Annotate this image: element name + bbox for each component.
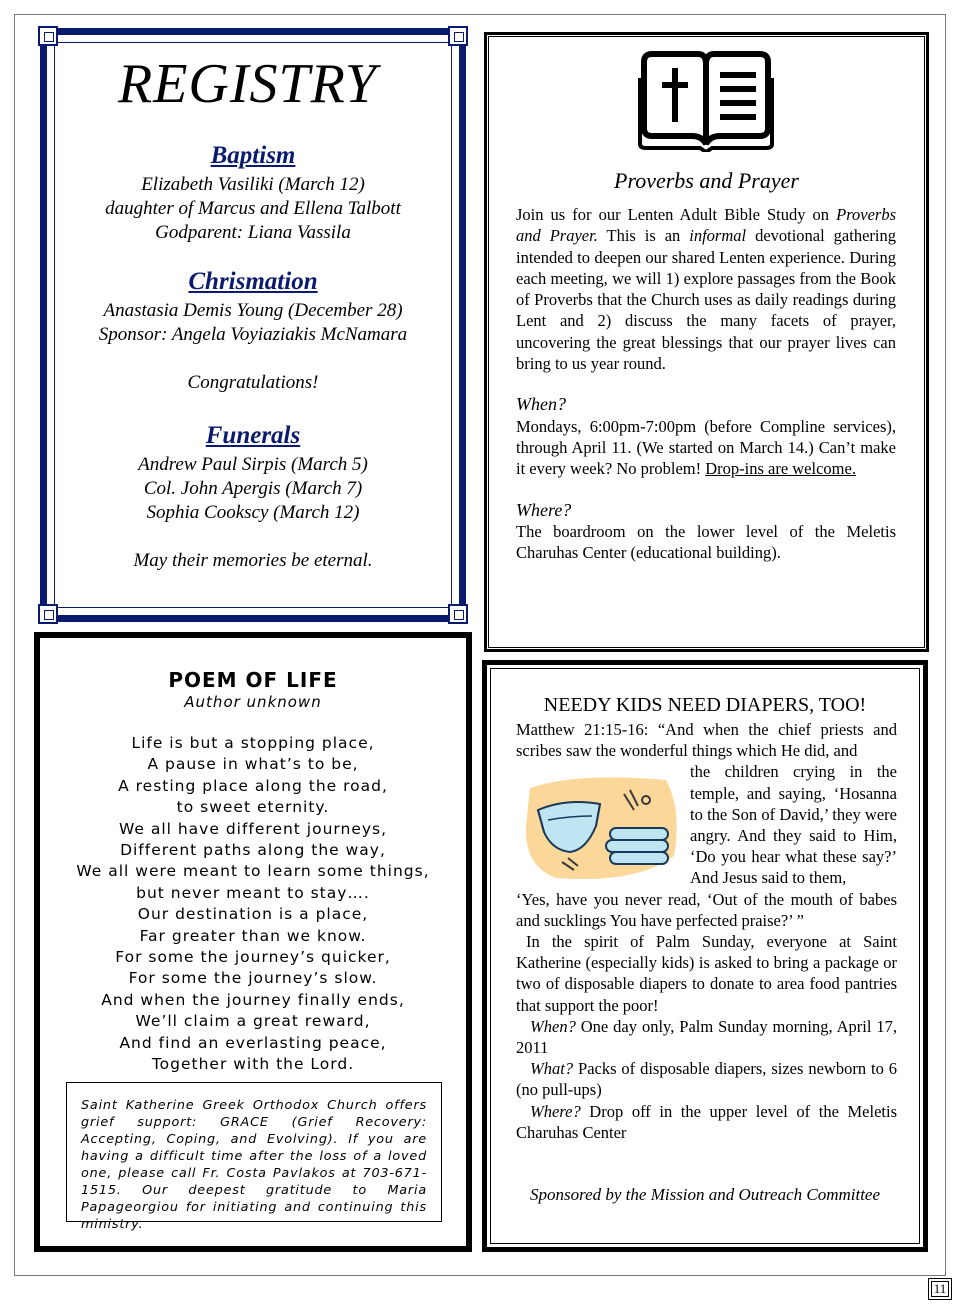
corner-ornament bbox=[448, 604, 468, 624]
where-text: The boardroom on the lower level of the Meletis Charuhas Center (educational building). bbox=[516, 521, 896, 563]
funeral-line: Col. John Apergis (March 7) bbox=[143, 478, 363, 499]
poem-line: And when the journey finally ends, bbox=[101, 990, 405, 1009]
bible-icon bbox=[636, 48, 776, 152]
funeral-line: Andrew Paul Sirpis (March 5) bbox=[138, 454, 368, 475]
what-detail: Packs of disposable diapers, sizes newborn to 6 (no pull-ups) bbox=[516, 1059, 897, 1100]
poem-line: Together with the Lord. bbox=[151, 1055, 355, 1074]
poem-line: Different paths along the way, bbox=[120, 841, 386, 860]
funeral-line: Sophia Cookscy (March 12) bbox=[146, 502, 360, 523]
poem-line: Far greater than we know. bbox=[139, 926, 367, 945]
where-detail: Drop off in the upper level of the Meletis Charuhas Center bbox=[516, 1101, 897, 1142]
proverbs-title: Proverbs and Prayer bbox=[614, 168, 799, 193]
baptism-heading: Baptism bbox=[210, 142, 296, 169]
when-label: When? bbox=[516, 394, 566, 415]
when-detail: One day only, Palm Sunday morning, April 17, 2011 bbox=[516, 1016, 897, 1058]
proverbs-intro bbox=[516, 204, 896, 374]
baptism-line: daughter of Marcus and Ellena Talbott bbox=[105, 198, 401, 219]
diapers-body bbox=[516, 719, 897, 1143]
intro-emphasis: informal bbox=[689, 226, 747, 246]
when-detail: Mondays, 6:00pm-7:00pm (before Compline services), through April 11. (We started on March 14.) Can’t make it every week? No problem! bbox=[516, 416, 896, 479]
poem-line: but never meant to stay…. bbox=[136, 883, 370, 902]
poem-line: We all were meant to learn some things, bbox=[76, 862, 430, 881]
poem-line: We’ll claim a great reward, bbox=[135, 1012, 371, 1031]
where-label: Where? bbox=[530, 1101, 581, 1121]
scripture-text: Matthew 21:15-16: “And when the chief priests and scribes saw the wonderful things which He did, and bbox=[516, 720, 897, 761]
congratulations-text: Congratulations! bbox=[187, 372, 319, 393]
poem-line: Life is but a stopping place, bbox=[131, 734, 375, 752]
sponsor-text: Sponsored by the Mission and Outreach Committee bbox=[529, 1185, 881, 1204]
drop-ins-link: Drop-ins are welcome. bbox=[705, 459, 856, 479]
diapers-what bbox=[516, 1058, 897, 1100]
poem-line: A resting place along the road, bbox=[118, 776, 388, 795]
poem-line: For some the journey’s slow. bbox=[128, 969, 378, 988]
baptism-line: Godparent: Liana Vassila bbox=[155, 222, 351, 243]
chrismation-line: Anastasia Demis Young (December 28) bbox=[103, 300, 403, 321]
when-label: When? bbox=[530, 1016, 576, 1036]
what-label: What? bbox=[530, 1059, 574, 1079]
poem-line: We all have different journeys, bbox=[118, 819, 388, 838]
poem-line: A pause in what’s to be, bbox=[147, 755, 359, 774]
diapers-where bbox=[516, 1101, 897, 1143]
poem-line: For some the journey’s quicker, bbox=[115, 948, 391, 967]
page-number: 11 bbox=[928, 1278, 952, 1300]
proverbs-body bbox=[516, 204, 896, 563]
registry-title: REGISTRY bbox=[118, 53, 377, 115]
where-label: Where? bbox=[516, 499, 572, 520]
corner-ornament bbox=[38, 26, 58, 46]
chrismation-line: Sponsor: Angela Voyiaziakis McNamara bbox=[98, 324, 408, 345]
baptism-line: Elizabeth Vasiliki (March 12) bbox=[141, 174, 365, 195]
poem-line: And find an everlasting peace, bbox=[119, 1033, 387, 1052]
grief-support-notice: Saint Katherine Greek Orthodox Church offers grief support: GRACE (Grief Recovery: Accepting, Coping, and Evolving). If you are having a difficult time after the loss of a loved one, please call Fr. Costa Pavlakos at 703-671-1515. Our deepest gratitude to Maria Papageorgiou for initiating and continuing this ministry. bbox=[66, 1082, 442, 1222]
diapers-title: NEEDY KIDS NEED DIAPERS, TOO! bbox=[543, 694, 867, 716]
memorial-text: May their memories be eternal. bbox=[133, 550, 373, 571]
appeal-text: In the spirit of Palm Sunday, everyone at Saint Katherine (especially kids) is asked to bring a package or two of disposable diapers to donate to area food pantries that support the poor! bbox=[516, 932, 897, 1015]
poem-body bbox=[34, 733, 472, 1076]
corner-ornament bbox=[38, 604, 58, 624]
poem-author: Author unknown bbox=[184, 693, 322, 711]
corner-ornament bbox=[448, 26, 468, 46]
intro-text: devotional gathering intended to deepen our shared Lenten experience. During each meeting, we will 1) explore passages from the Book of Proverbs that the Church uses as daily readings during Lent and 2) discuss the many facets of prayer, uncovering the great blessings that our prayer lives can bring to us year round. bbox=[516, 226, 896, 374]
funerals-heading: Funerals bbox=[205, 422, 301, 449]
poem-line: Our destination is a place, bbox=[137, 905, 369, 924]
diapers-when bbox=[516, 1016, 897, 1058]
scripture-text: ‘Yes, have you never read, ‘Out of the mouth of babes and sucklings You have perfected praise?’ ” bbox=[516, 889, 897, 930]
intro-text: Join us for our Lenten Adult Bible Study on bbox=[516, 205, 837, 224]
chrismation-heading: Chrismation bbox=[188, 268, 318, 295]
scripture-text: the children crying in the temple, and saying, ‘Hosanna to the Son of David,’ they were angry. And they said to Him, ‘Do you hear what these say?’ And Jesus said to them, bbox=[690, 762, 897, 888]
poem-title: POEM OF LIFE bbox=[168, 668, 338, 692]
when-text bbox=[516, 416, 896, 480]
intro-emphasis: Proverbs and Prayer. bbox=[516, 205, 896, 246]
poem-line: to sweet eternity. bbox=[176, 798, 330, 817]
intro-text: This is an bbox=[597, 226, 690, 246]
